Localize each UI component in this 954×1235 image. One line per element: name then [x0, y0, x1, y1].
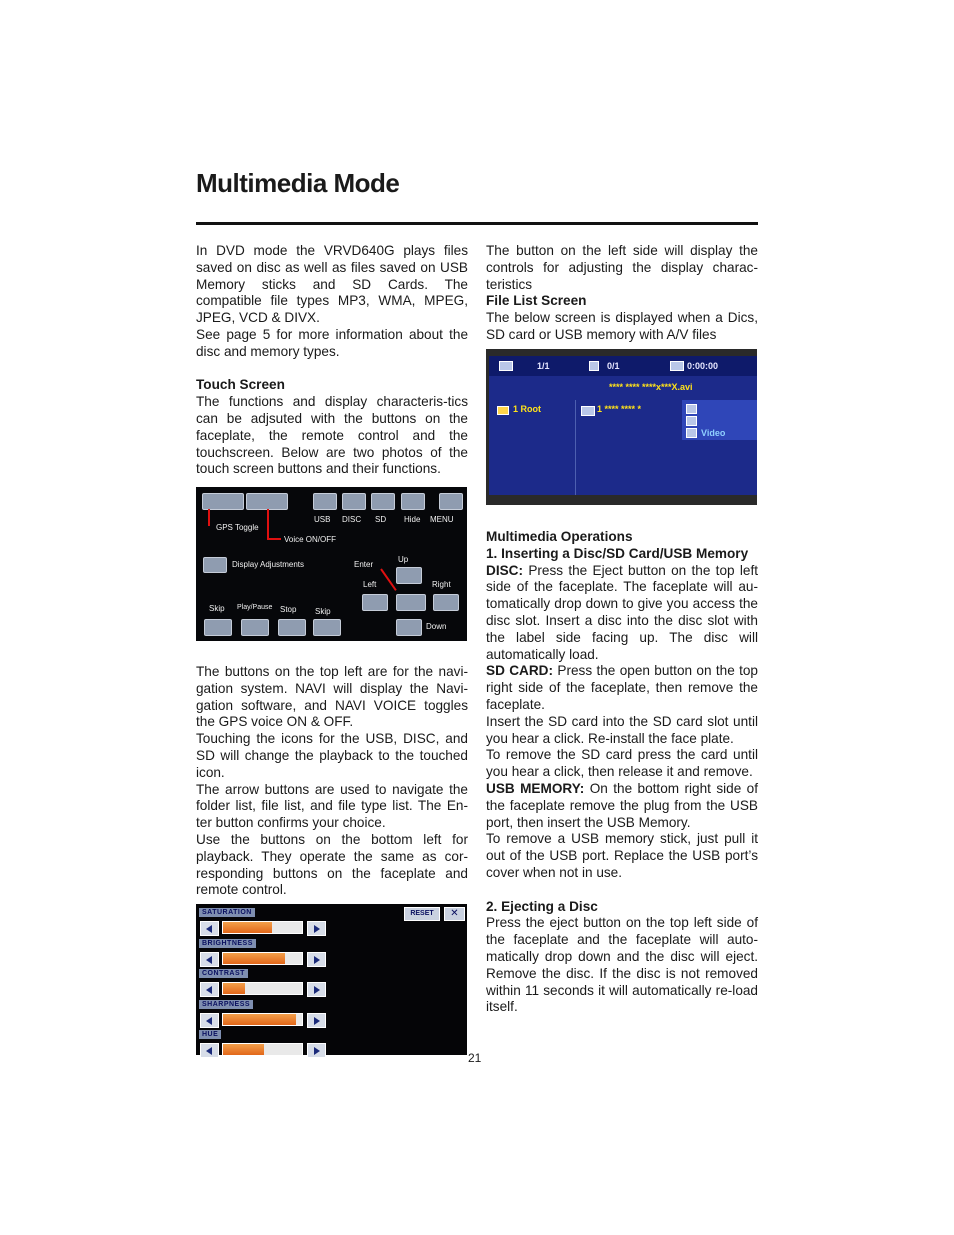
touch-screen-photo: [196, 487, 467, 641]
left-column: [196, 243, 468, 478]
navi-button-icon: [202, 493, 244, 510]
decrease-arrow-icon: [200, 982, 219, 997]
increase-arrow-icon: [307, 982, 326, 997]
adjust-label-sharpness: SHARPNESS: [199, 1000, 253, 1009]
ops-heading: Multimedia Operations: [486, 529, 633, 544]
playback-paragraph: Use the buttons on the bottom left for playback. They operate the same as cor-responding buttons on the faceplate and remote control.: [196, 831, 468, 898]
slider-fill: [223, 922, 272, 933]
stop-label: Stop: [280, 605, 297, 614]
disc-paragraph: DISC: Press the Eject button on the top left side of the faceplate. The faceplate will au-tomatically drop down to give you access the disc slot. Insert a disc into the disc slot with the label side facing up. The disc will automatically load.: [486, 562, 758, 662]
left-arrow-icon: [362, 594, 388, 611]
right-label: Right: [432, 580, 451, 589]
intro-paragraph: In DVD mode the VRVD640G plays files saved on disc as well as files saved on USB Memory sticks and SD Cards. The compatible file types MP3, WMA, MPEG, JPEG, VCD & DIVX.: [196, 243, 468, 326]
file-entry: 1 **** **** *: [597, 404, 642, 414]
increase-arrow-icon: [307, 1043, 326, 1058]
usb-label: USB: [314, 515, 331, 524]
time-readout: 0:00:00: [687, 361, 719, 371]
display-button-text: The button on the left side will display the controls for adjusting the display charac-teristics: [486, 243, 758, 292]
file-list-photo: [486, 349, 757, 505]
sd-remove-paragraph: To remove the SD card press the card until you hear a click, then release it and remove.: [486, 747, 758, 780]
sd-paragraph: SD CARD: Press the open button on the top right side of the faceplate, then remove the faceplate.: [486, 663, 758, 712]
usb-paragraph: USB MEMORY: On the bottom right side of the faceplate remove the plug from the USB port, then insert the USB Memory.: [486, 780, 758, 830]
usb-button-icon: [313, 493, 337, 510]
photo-type-icon: [686, 416, 697, 426]
increase-arrow-icon: [307, 1013, 326, 1028]
increase-arrow-icon: [307, 952, 326, 967]
menu-button-icon: [439, 493, 463, 510]
voice-arrow-line: [267, 509, 269, 539]
menu-label: MENU: [430, 515, 454, 524]
root-folder-icon: [497, 406, 509, 415]
down-arrow-icon: [396, 619, 422, 636]
title-rule: [196, 222, 758, 225]
hide-button-icon: [401, 493, 425, 510]
video-file-icon: [581, 406, 595, 416]
voice-arrow-line-h: [267, 538, 281, 540]
right-column-lower: [486, 529, 758, 1016]
adjust-label-hue: HUE: [199, 1030, 221, 1039]
display-adjust-photo: [196, 904, 467, 1055]
stop-icon: [278, 619, 306, 636]
adjust-label-contrast: CONTRAST: [199, 969, 248, 978]
disc-button-icon: [342, 493, 366, 510]
adjust-slider-sharpness: [222, 1013, 303, 1026]
slider-fill: [223, 983, 245, 994]
display-adjust-icon: [203, 557, 227, 573]
insert-heading: 1. Inserting a Disc/SD Card/USB Memory: [486, 545, 749, 561]
navi-paragraph: The buttons on the top left are for the navi-gation system. NAVI will display the Navi-gation software, and NAVI VOICE toggles the GPS voice ON & OFF.: [196, 664, 468, 730]
skip-fwd-icon: [313, 619, 341, 636]
file-list-heading: File List Screen: [486, 293, 587, 309]
sd-insert-paragraph: Insert the SD card into the SD card slot until you hear a click. Re-install the face plate.: [486, 713, 758, 746]
arrow-paragraph: The arrow buttons are used to navigate the folder list, file list, and file type list. The En-ter button confirms your choice.: [196, 781, 468, 831]
file-icon: [589, 361, 599, 371]
down-label: Down: [426, 622, 447, 631]
adjust-slider-contrast: [222, 982, 303, 995]
gps-arrow-line: [208, 509, 210, 526]
enter-icon: [396, 594, 426, 611]
adjust-slider-brightness: [222, 952, 303, 965]
adjust-label-saturation: SATURATION: [199, 908, 255, 917]
touch-screen-text: The functions and display characteris-tics can be adjsuted with the buttons on the faceplate, the remote control and the touchscreen. Below are two photos of the touch screen buttons and their functions.: [196, 394, 468, 477]
clock-icon: [670, 361, 684, 371]
navi-voice-button-icon: [246, 493, 288, 510]
file-list-text: The below screen is displayed when a Dics, SD card or USB memory with A/V files: [486, 310, 758, 342]
video-type-icon: [686, 428, 697, 438]
play-pause-icon: [241, 619, 269, 636]
intro-see-page: See page 5 for more information about the disc and memory types.: [196, 326, 468, 359]
decrease-arrow-icon: [200, 921, 219, 936]
filename: **** **** ****x***X.avi: [609, 382, 693, 392]
slider-fill: [223, 953, 285, 964]
enter-arrow-line: [380, 568, 397, 590]
usb-remove-paragraph: To remove a USB memory stick, just pull it out of the USB port. Replace the USB port’s cover when not in use.: [486, 831, 758, 880]
skip-back-label: Skip: [209, 604, 225, 613]
eject-heading: 2. Ejecting a Disc: [486, 898, 598, 914]
skip-fwd-label: Skip: [315, 607, 331, 616]
play-pause-label: Play/Pause: [237, 604, 273, 611]
usb-disc-sd-paragraph: Touching the icons for the USB, DISC, and SD will change the playback to the touched icon.: [196, 731, 468, 780]
close-icon: ✕: [444, 907, 465, 921]
voice-label: Voice ON/OFF: [284, 535, 337, 544]
decrease-arrow-icon: [200, 952, 219, 967]
decrease-arrow-icon: [200, 1013, 219, 1028]
slider-fill: [223, 1044, 264, 1055]
right-arrow-icon: [433, 594, 459, 611]
sd-button-icon: [371, 493, 395, 510]
left-label: Left: [363, 580, 377, 589]
touch-screen-heading: Touch Screen: [196, 377, 285, 393]
eject-paragraph: Press the eject button on the top left side of the faceplate and the faceplate will auto-matically drop down and the disc will eject. Remove the disc. If the disc is not removed within 11 seconds it will automatically re-load itself.: [486, 915, 758, 1015]
up-arrow-icon: [396, 567, 422, 584]
display-adjust-label: Display Adjustments: [232, 560, 305, 569]
decrease-arrow-icon: [200, 1043, 219, 1058]
hide-label: Hide: [404, 515, 421, 524]
adjust-slider-saturation: [222, 921, 303, 934]
skip-back-icon: [204, 619, 232, 636]
root-entry: 1 Root: [513, 404, 541, 414]
adjust-label-brightness: BRIGHTNESS: [199, 939, 256, 948]
left-column-lower: [196, 664, 468, 899]
right-column: [486, 243, 758, 344]
folder-icon: [499, 361, 513, 371]
page-number: 21: [468, 1051, 482, 1065]
video-type-label: Video: [701, 428, 726, 438]
disc-label: DISC: [342, 515, 362, 524]
reset-button: RESET: [404, 907, 440, 921]
increase-arrow-icon: [307, 921, 326, 936]
folder-count: 1/1: [537, 361, 550, 371]
enter-label: Enter: [354, 560, 374, 569]
gps-toggle-label: GPS Toggle: [216, 523, 259, 532]
up-label: Up: [398, 555, 409, 564]
adjust-slider-hue: [222, 1043, 303, 1056]
sd-label: SD: [375, 515, 387, 524]
file-count: 0/1: [607, 361, 620, 371]
page-title: Multimedia Mode: [196, 168, 400, 198]
audio-type-icon: [686, 404, 697, 414]
slider-fill: [223, 1014, 296, 1025]
